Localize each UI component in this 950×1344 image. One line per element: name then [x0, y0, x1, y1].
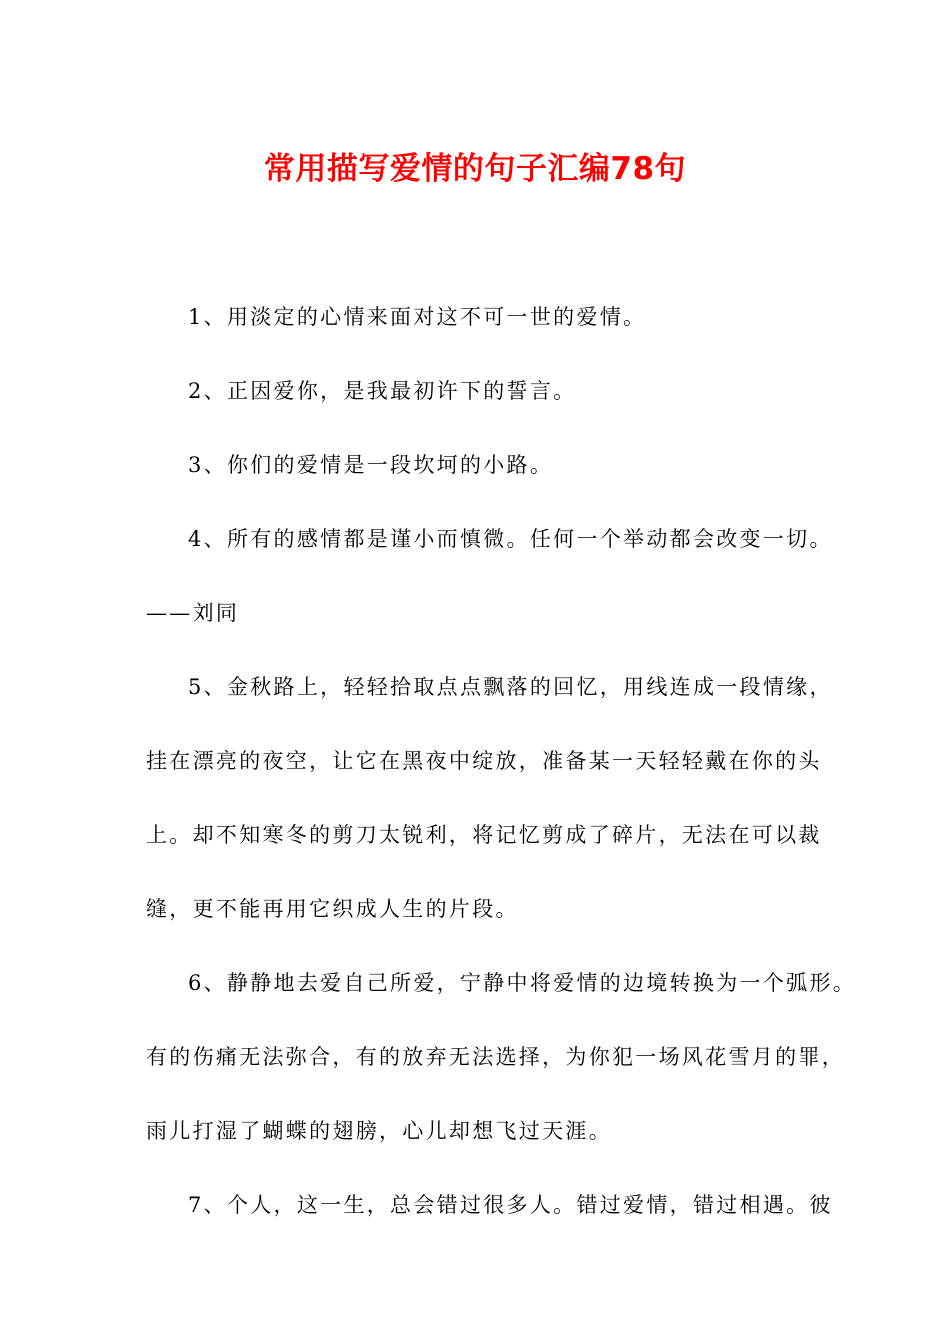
text-line: 4、所有的感情都是谨小而慎微。任何一个举动都会改变一切。 — [188, 527, 833, 551]
text-line: 3、你们的爱情是一段坎坷的小路。 — [188, 453, 554, 477]
text-line: 上。却不知寒冬的剪刀太锐利，将记忆剪成了碎片，无法在可以裁 — [146, 823, 822, 847]
text-line: 雨儿打湿了蝴蝶的翅膀，心儿却想飞过天涯。 — [146, 1119, 612, 1143]
text-line: 1、用淡定的心情来面对这不可一世的爱情。 — [188, 305, 647, 329]
text-line: 缝，更不能再用它织成人生的片段。 — [146, 897, 519, 921]
text-line: 挂在漂亮的夜空，让它在黑夜中绽放，准备某一天轻轻戴在你的头 — [146, 749, 822, 773]
text-line: 2、正因爱你，是我最初许下的誓言。 — [188, 379, 577, 403]
text-line: 6、静静地去爱自己所爱，宁静中将爱情的边境转换为一个弧形。 — [188, 971, 857, 995]
text-line: 有的伤痛无法弥合，有的放弃无法选择，为你犯一场风花雪月的罪， — [146, 1045, 845, 1069]
text-line: 5、金秋路上，轻轻拾取点点飘落的回忆，用线连成一段情缘， — [188, 675, 833, 699]
document-body — [146, 280, 857, 1242]
text-line: 7、个人，这一生，总会错过很多人。错过爱情，错过相遇。彼 — [188, 1193, 833, 1217]
text-line: ——刘同 — [146, 601, 240, 625]
document-title: 常用描写爱情的句子汇编78句 — [263, 151, 687, 187]
